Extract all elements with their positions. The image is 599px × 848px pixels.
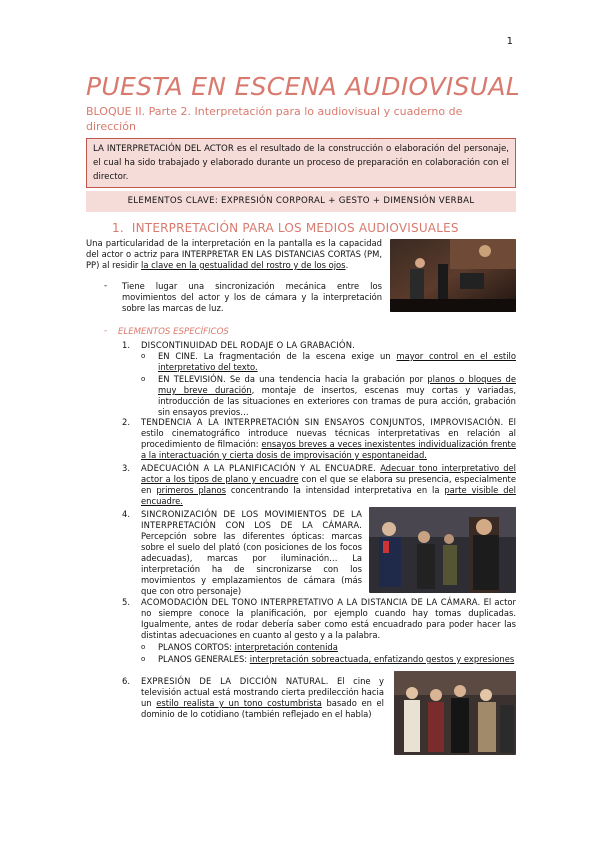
- item-number: 1.: [122, 340, 130, 350]
- list-item-text: , montaje de insertos, escenas muy cortas y variadas, introducción de las situaciones en exteriores con tramas de pura acción, grabación sin ensayos previos…: [158, 385, 516, 417]
- list-item-underlined: estilo realista y un tono costumbrista: [156, 698, 322, 708]
- list-item-text: PLANOS CORTOS:: [158, 642, 235, 652]
- item-title: DISCONTINUIDAD DEL RODAJE O LA GRABACIÓN.: [141, 340, 356, 350]
- intro-text: Una particularidad de la interpretación en la pantalla es la capacidad del actor o actriz para INTERPRETAR EN LAS DISTANCIAS CORTAS (PM, PP) al residir: [86, 238, 382, 270]
- list-item: [158, 654, 516, 665]
- item-number: 4.: [122, 509, 130, 519]
- item-title: SINCRONIZACIÓN DE LOS MOVIMIENTOS DE LA INTERPRETACIÓN CON LOS DE LA CÁMARA.: [141, 509, 362, 530]
- photo-period-actors: [369, 507, 516, 593]
- list-item-underlined: parte visible del encuadre.: [141, 485, 516, 506]
- list-item: [141, 463, 516, 507]
- photo-actresses: [394, 671, 516, 755]
- list-item-text: PLANOS GENERALES:: [158, 654, 250, 664]
- definition-text: LA INTERPRETACIÓN DEL ACTOR es el resultado de la construcción o elaboración del personaje, el cual ha sido trabajado y elaborado durante un proceso de preparación en colaboración con el director.: [93, 144, 509, 182]
- elements-label: ELEMENTOS ESPECÍFICOS: [118, 327, 229, 337]
- page-title: PUESTA EN ESCENA AUDIOVISUAL: [86, 72, 520, 101]
- dash-marker: -: [104, 326, 108, 336]
- list-item-text: EN CINE. La fragmentación de la escena exige un: [158, 351, 397, 361]
- list-item: [158, 351, 516, 373]
- list-item: [141, 417, 516, 461]
- item-title: ADECUACIÓN A LA PLANIFICACIÓN Y AL ENCUADRE.: [141, 463, 377, 473]
- list-item: [158, 374, 516, 418]
- section-number: 1.: [112, 221, 124, 235]
- bullet-marker: o: [141, 655, 146, 663]
- section-title-text: INTERPRETACIÓN PARA LOS MEDIOS AUDIOVISUALES: [131, 221, 459, 235]
- key-elements-text: ELEMENTOS CLAVE: EXPRESIÓN CORPORAL + GESTO + DIMENSIÓN VERBAL: [127, 196, 475, 206]
- item-title: TENDENCIA A LA INTERPRETACIÓN SIN ENSAYOS CONJUNTOS, IMPROVISACIÓN.: [141, 417, 504, 427]
- bullet-marker: o: [141, 352, 146, 360]
- list-item: [158, 642, 516, 653]
- list-item-text: Percepción sobre las diferentes ópticas: marcas sobre el suelo del plató (con posiciones de los focos adecuadas), marcas por iluminación… La interpretación ha de sincronizarse con los movimientos y emplazamientos de cámara (más que con otro personaje): [141, 531, 362, 596]
- list-item-text: El estilo cinematográfico introduce nuevas técnicas interpretativas en relación al procedimiento de filmación:: [141, 417, 517, 449]
- list-item-text: El cine y televisión actual está mostrando cierta predilección hacia un: [141, 676, 384, 708]
- item-number: 6.: [122, 676, 130, 686]
- list-item-text: basado en el dominio de lo cotidiano (también reflejado en el habla): [141, 698, 385, 719]
- list-item-text: El actor no siempre conoce la planificación, por ejemplo cuando hay tomas duplicadas. Igualmente, antes de rodar debería saber como está encuadrado para poder hacer las distintas adecuaciones en cuanto al gesto y a la palabra.: [141, 597, 517, 640]
- intro-paragraph: [86, 238, 382, 271]
- bullet-marker: o: [141, 643, 146, 651]
- list-item-underlined: ensayos breves a veces inexistentes individualización frente a la interactuación y cierta dosis de improvisación y espontaneidad.: [141, 439, 516, 460]
- photo-film-set: [390, 239, 516, 312]
- intro-underlined: la clave en la gestualidad del rostro y de los ojos: [141, 260, 346, 270]
- list-item: [141, 597, 516, 641]
- list-item-underlined: Adecuar tono interpretativo del actor a los tipos de plano y encuadre: [141, 463, 516, 484]
- dash-item: Tiene lugar una sincronización mecánica entre los movimientos del actor y los de cámara y la interpretación sobre las marcas de luz.: [122, 281, 382, 313]
- list-item-underlined: primeros planos: [156, 485, 226, 495]
- bullet-marker: o: [141, 375, 146, 383]
- page-number: 1: [506, 36, 513, 47]
- key-elements-box: [86, 191, 516, 212]
- item-number: 3.: [122, 463, 130, 473]
- item-title: EXPRESIÓN DE LA DICCIÓN NATURAL.: [141, 676, 329, 686]
- intro-end: .: [345, 260, 349, 270]
- list-item-underlined: mayor control en el estilo interpretativo del texto.: [158, 351, 516, 372]
- definition-box: [86, 138, 516, 188]
- list-item-text: con el que se elabora su presencia, especialmente en: [141, 474, 516, 495]
- list-item-text: EN TELEVISIÓN. Se da una tendencia hacia la grabación por: [158, 374, 428, 384]
- item-number: 2.: [122, 417, 130, 427]
- list-item-underlined: interpretación sobreactuada, enfatizando gestos y expresiones: [249, 654, 515, 664]
- list-item-underlined: planos o bloques de muy breve duración: [158, 374, 516, 395]
- list-item: [141, 509, 362, 597]
- list-item: [141, 676, 384, 720]
- dash-marker: -: [104, 281, 108, 291]
- section-heading: [112, 221, 459, 235]
- page-subtitle: BLOQUE II. Parte 2. Interpretación para lo audiovisual y cuaderno de dirección: [86, 105, 463, 133]
- list-item-text: concentrando la intensidad interpretativa en la: [225, 485, 445, 495]
- item-number: 5.: [122, 597, 130, 607]
- list-item-underlined: interpretación contenida: [234, 642, 338, 652]
- item-title: ACOMODACIÓN DEL TONO INTERPRETATIVO A LA DISTANCIA DE LA CÁMARA.: [141, 597, 481, 607]
